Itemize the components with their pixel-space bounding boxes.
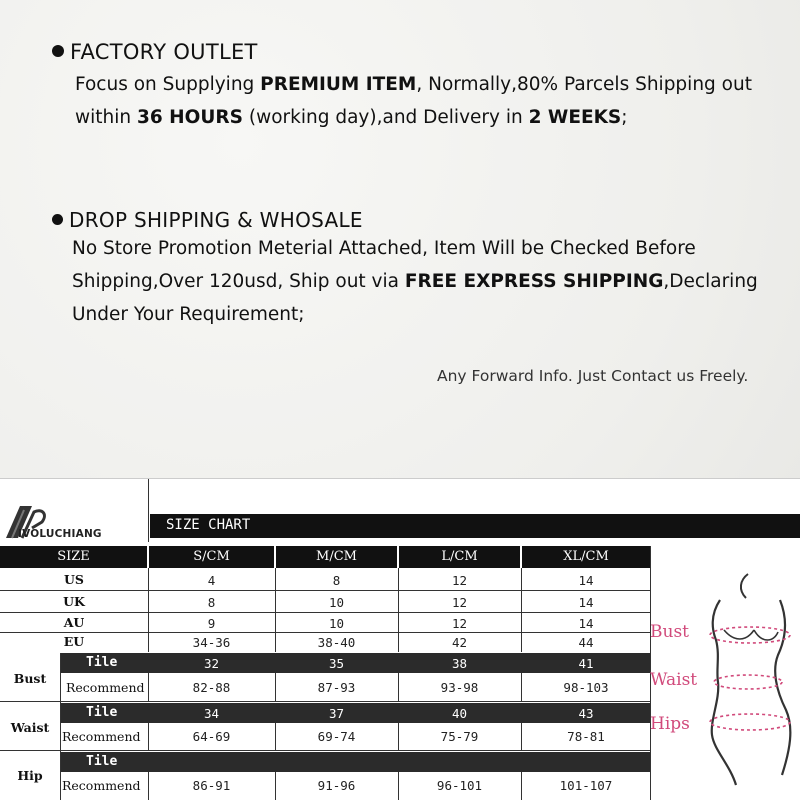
bust-figure-label: Bust [650,622,689,642]
outlet-text: , Normally,80% Parcels Shipping out [416,74,752,95]
dropship-line-3: Under Your Requirement; [72,304,305,325]
hips-figure-label: Hips [650,714,690,734]
column-header-xl: XL/CM [522,546,650,568]
size-cell: 44 [578,635,594,650]
recommend-value: 86-91 [192,778,231,793]
size-cell: 14 [578,616,594,631]
free-express-emphasis: FREE EXPRESS SHIPPING [404,271,664,292]
size-cell: 10 [328,616,345,631]
recommend-value: 82-88 [192,680,231,695]
hours-emphasis: 36 HOURS [137,107,243,128]
row-divider [0,750,650,751]
size-chart-title-bar [150,514,800,538]
size-chart-title: SIZE CHART [166,517,251,533]
col-divider [275,772,276,800]
size-row-label: UK [63,594,85,609]
measure-label-bust: Bust [13,671,47,686]
recommend-value: 93-98 [440,680,479,695]
col-divider [275,568,276,652]
recommend-label: Recommend [62,729,141,744]
col-divider [148,568,149,652]
column-header-l: L/CM [399,546,520,568]
contact-note: Any Forward Info. Just Contact us Freely. [437,367,749,385]
col-divider [60,653,61,800]
divider [148,478,149,542]
col-divider [148,772,149,800]
tile-value: 37 [328,706,345,721]
size-cell: 8 [332,573,341,588]
drop-shipping-title: DROP SHIPPING & WHOSALE [69,208,363,232]
premium-item-emphasis: PREMIUM ITEM [260,74,417,95]
col-divider [398,772,399,800]
size-cell: 9 [207,616,216,631]
outlet-text: Focus on Supplying [75,74,261,95]
row-divider [0,701,650,702]
size-cell: 10 [328,595,345,610]
bullet-icon [52,45,64,57]
size-cell: 14 [578,595,594,610]
column-header-size: SIZE [0,546,147,568]
tile-label: Tile [86,705,118,720]
recommend-value: 78-81 [567,729,605,744]
waist-figure-label: Waist [650,670,698,690]
measure-label-waist: Waist [10,720,50,735]
size-cell: 12 [451,595,468,610]
dropship-line-1: No Store Promotion Meterial Attached, Item Will be Checked Before [72,238,696,259]
size-cell: 12 [451,616,468,631]
col-divider [521,673,522,701]
recommend-label: Recommend [62,778,141,793]
col-divider [398,568,399,652]
col-divider [398,723,399,750]
size-cell: 14 [578,573,594,588]
tile-value: 40 [451,706,468,721]
size-row-label: US [64,572,84,587]
dropship-text: Shipping,Over 120usd, Ship out via [72,271,405,292]
outlet-text: ; [621,107,628,128]
size-cell: 4 [207,573,216,588]
column-header-s: S/CM [149,546,274,568]
row-divider [0,632,650,633]
col-divider [521,772,522,800]
factory-outlet-title: FACTORY OUTLET [70,40,258,64]
col-divider [275,673,276,701]
outlet-text: (working day),and Delivery in [243,107,529,128]
recommend-value: 75-79 [440,729,479,744]
size-cell: 42 [451,635,468,650]
factory-outlet-text [75,68,752,134]
size-cell: 38-40 [317,635,356,650]
tile-label: Tile [86,655,118,670]
outlet-line-2 [75,101,752,134]
dropship-text: ,Declaring [663,271,758,292]
drop-shipping-text [72,232,758,331]
weeks-emphasis: 2 WEEKS [528,107,622,128]
divider [0,478,800,479]
column-header-m: M/CM [276,546,397,568]
row-divider [0,612,650,613]
size-cell: 8 [207,595,216,610]
col-divider [148,723,149,750]
bullet-icon [52,214,63,225]
outlet-line-1 [75,68,752,101]
measure-label-hip: Hip [17,768,43,783]
col-divider [521,568,522,652]
size-row-label: AU [63,615,85,630]
tile-value: 32 [203,656,220,671]
tile-value: 41 [578,656,594,671]
recommend-value: 96-101 [436,778,483,793]
outlet-text: within [75,107,137,128]
col-divider [275,723,276,750]
col-divider [521,723,522,750]
tile-value: 34 [203,706,220,721]
drop-shipping-heading [52,208,363,232]
size-cell: 12 [451,573,468,588]
tile-label: Tile [86,754,118,769]
hip-tile-row [60,752,650,772]
brand-name: IVOLUCHIANG [18,528,102,540]
recommend-value: 101-107 [559,778,613,793]
recommend-value: 87-93 [317,680,356,695]
size-cell: 34-36 [192,635,231,650]
recommend-value: 64-69 [192,729,231,744]
recommend-value: 69-74 [317,729,356,744]
factory-outlet-heading [52,40,258,64]
tile-value: 35 [328,656,345,671]
recommend-value: 91-96 [317,778,356,793]
recommend-value: 98-103 [563,680,609,695]
size-row-label: EU [63,634,85,649]
recommend-label: Recommend [66,680,145,695]
col-divider [398,673,399,701]
row-divider [0,590,650,591]
dropship-line-2 [72,265,758,298]
tile-value: 38 [451,656,468,671]
col-divider [148,673,149,701]
tile-value: 43 [578,706,594,721]
